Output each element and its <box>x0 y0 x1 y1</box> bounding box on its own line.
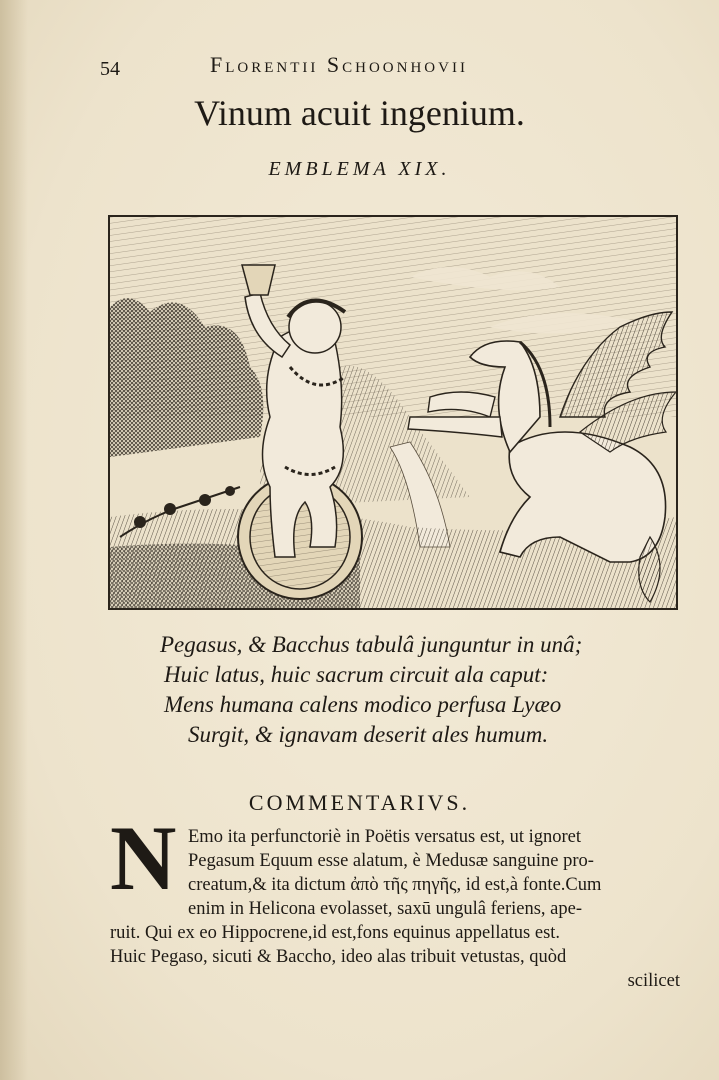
engraving-illustration <box>110 217 676 608</box>
verse-line: Surgit, & ignavam deserit ales humum. <box>188 722 549 747</box>
commentary-line: ruit. Qui ex eo Hippocrene,id est,fons equinus appellatus est. <box>110 923 561 943</box>
emblem-motto-title: Vinum acuit ingenium. <box>194 93 525 133</box>
drop-cap-initial: N <box>110 807 177 909</box>
commentary-catchword: scilicet <box>627 971 680 991</box>
page-number: 54 <box>100 58 120 80</box>
running-head: Florentii Schoonhovii <box>210 52 468 77</box>
commentary-line: Pegasum Equum esse alatum, è Medusæ sanguine pro- <box>188 851 594 871</box>
commentary-line: Huic Pegaso, sicuti & Baccho, ideo alas tribuit vetustas, quòd <box>110 947 567 967</box>
emblem-verses <box>160 630 630 750</box>
emblem-number-label: EMBLEMA XIX. <box>268 158 451 180</box>
verse-line: Mens humana calens modico perfusa Lyæo <box>164 692 562 717</box>
commentary-body <box>110 825 680 993</box>
commentary-line: creatum,& ita dictum ἀπὸ τῆς πηγῆς, id est,à fonte.Cum <box>188 875 602 895</box>
commentary-line: enim in Helicona evolasset, saxū ungulâ feriens, ape- <box>188 899 583 919</box>
verse-line: Huic latus, huic sacrum circuit ala caput: <box>164 662 549 687</box>
bacchus-and-pegasus-engraving <box>108 215 678 610</box>
commentary-heading: COMMENTARIVS. <box>248 790 471 815</box>
verse-line: Pegasus, & Bacchus tabulâ junguntur in unâ; <box>160 632 583 657</box>
commentary-line: Emo ita perfunctoriè in Poëtis versatus est, ut ignoret <box>188 827 582 847</box>
